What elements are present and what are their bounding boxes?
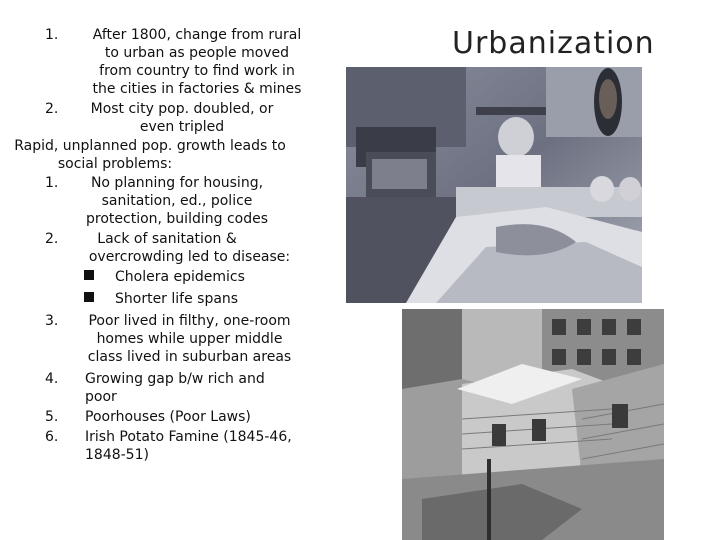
disease-bullet [0, 288, 300, 310]
text-line: No planning for housing, [90, 175, 264, 191]
text-line: Poor lived in filthy, one-room [88, 313, 291, 329]
square-bullet-icon [84, 292, 94, 302]
text-line: Lack of sanitation & [97, 231, 237, 247]
intro-point-2 [0, 98, 300, 134]
list-number: 3. [45, 313, 59, 329]
tenement-photo-graphic [346, 67, 642, 303]
text-line: even tripled [139, 119, 225, 135]
problem-item [0, 172, 300, 228]
wooden-shacks-photo [402, 309, 664, 540]
text-line: poor [85, 389, 117, 405]
text-line: homes while upper middle [96, 331, 283, 347]
problem-item [0, 426, 300, 464]
bullet-text: Shorter life spans [115, 291, 239, 307]
bullet-text: Cholera epidemics [115, 269, 245, 285]
problem-item [0, 310, 300, 368]
shacks-photo-graphic [402, 309, 664, 540]
problem-item [0, 406, 300, 426]
text-line: After 1800, change from rural [92, 27, 302, 43]
text-line: to urban as people moved [104, 45, 290, 61]
list-number: 4. [45, 371, 59, 387]
text-column [0, 26, 300, 464]
text-line: Rapid, unplanned pop. growth leads to [14, 138, 286, 154]
problem-item [0, 228, 300, 266]
text-line: sanitation, ed., police [101, 193, 253, 209]
section-heading [0, 134, 300, 172]
list-number: 1. [45, 175, 59, 191]
text-line: class lived in suburban areas [87, 349, 292, 365]
text-line: 1848-51) [85, 447, 149, 463]
text-line: Most city pop. doubled, or [90, 101, 274, 117]
problem-item [0, 368, 300, 406]
intro-point-1 [0, 26, 300, 98]
text-line: overcrowding led to disease: [88, 249, 291, 265]
text-line: protection, building codes [86, 211, 268, 227]
text-line: Irish Potato Famine (1845-46, [85, 429, 292, 445]
text-line: the cities in factories & mines [92, 81, 302, 97]
list-number: 2. [45, 101, 59, 117]
disease-bullet [0, 266, 300, 288]
list-number: 5. [45, 409, 59, 425]
text-line: Growing gap b/w rich and [85, 371, 265, 387]
list-number: 1. [45, 27, 59, 43]
square-bullet-icon [84, 270, 94, 280]
text-line: social problems: [57, 156, 173, 172]
list-number: 6. [45, 429, 59, 445]
text-line: from country to find work in [99, 63, 295, 79]
list-number: 2. [45, 231, 59, 247]
text-line: Poorhouses (Poor Laws) [85, 409, 251, 425]
slide-title: Urbanization [452, 26, 655, 61]
tenement-interior-photo [346, 67, 642, 303]
